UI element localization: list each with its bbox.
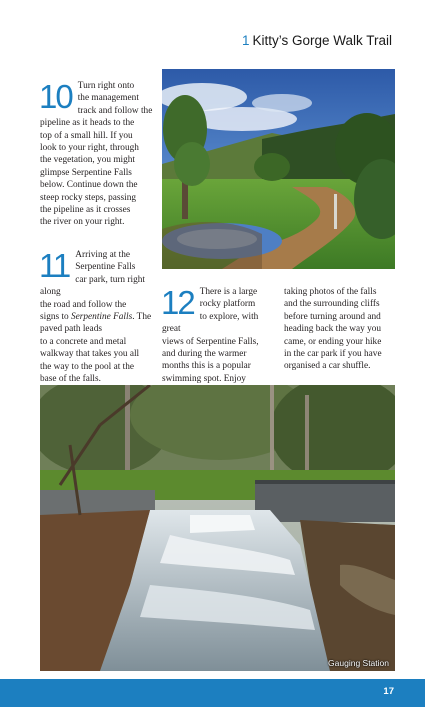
- footer-bar: [0, 679, 425, 707]
- step-12: [162, 286, 277, 385]
- step-text: Arriving at the Serpentine Falls car park, turn right along the road and follow the signs to Serpentine Falls. The paved path leads to a concrete and metal walkway that takes you all the way to the pool at the base of the falls.: [40, 250, 152, 385]
- step-11: [40, 249, 155, 385]
- gauging-station-photo: [40, 385, 395, 671]
- photo-caption: Gauging Station: [328, 658, 389, 668]
- running-header: [242, 33, 392, 48]
- walk-title: Kitty’s Gorge Walk Trail: [252, 33, 392, 48]
- track-meadow-photo: [162, 69, 395, 269]
- step-text: taking photos of the falls and the surrounding cliffs before turning around and heading back the way you came, or ending your hike in the car park if you have organised a car shuffle.: [284, 287, 382, 372]
- walk-number: 1: [241, 33, 250, 48]
- step-12-continued: [284, 286, 399, 373]
- place-name: Serpentine Falls: [71, 312, 133, 323]
- step-10: [40, 80, 155, 229]
- step-number: 12: [161, 284, 194, 321]
- step-number: 10: [39, 78, 72, 115]
- page-number: 17: [383, 686, 394, 697]
- step-text: Turn right onto the management track and follow the pipeline as it heads to the top of a small hill. If you look to your right, through the vegetation, you might glimpse Serpentine Falls below. Continue down the steep rocky steps, passing the pipeline as it crosses the river on your right.: [40, 81, 153, 228]
- step-number: 11: [39, 247, 70, 284]
- step-text: There is a large rocky platform to explore, with great views of Serpentine Falls, and during the warmer months this is a popular swimming spot. Enjoy: [162, 287, 259, 384]
